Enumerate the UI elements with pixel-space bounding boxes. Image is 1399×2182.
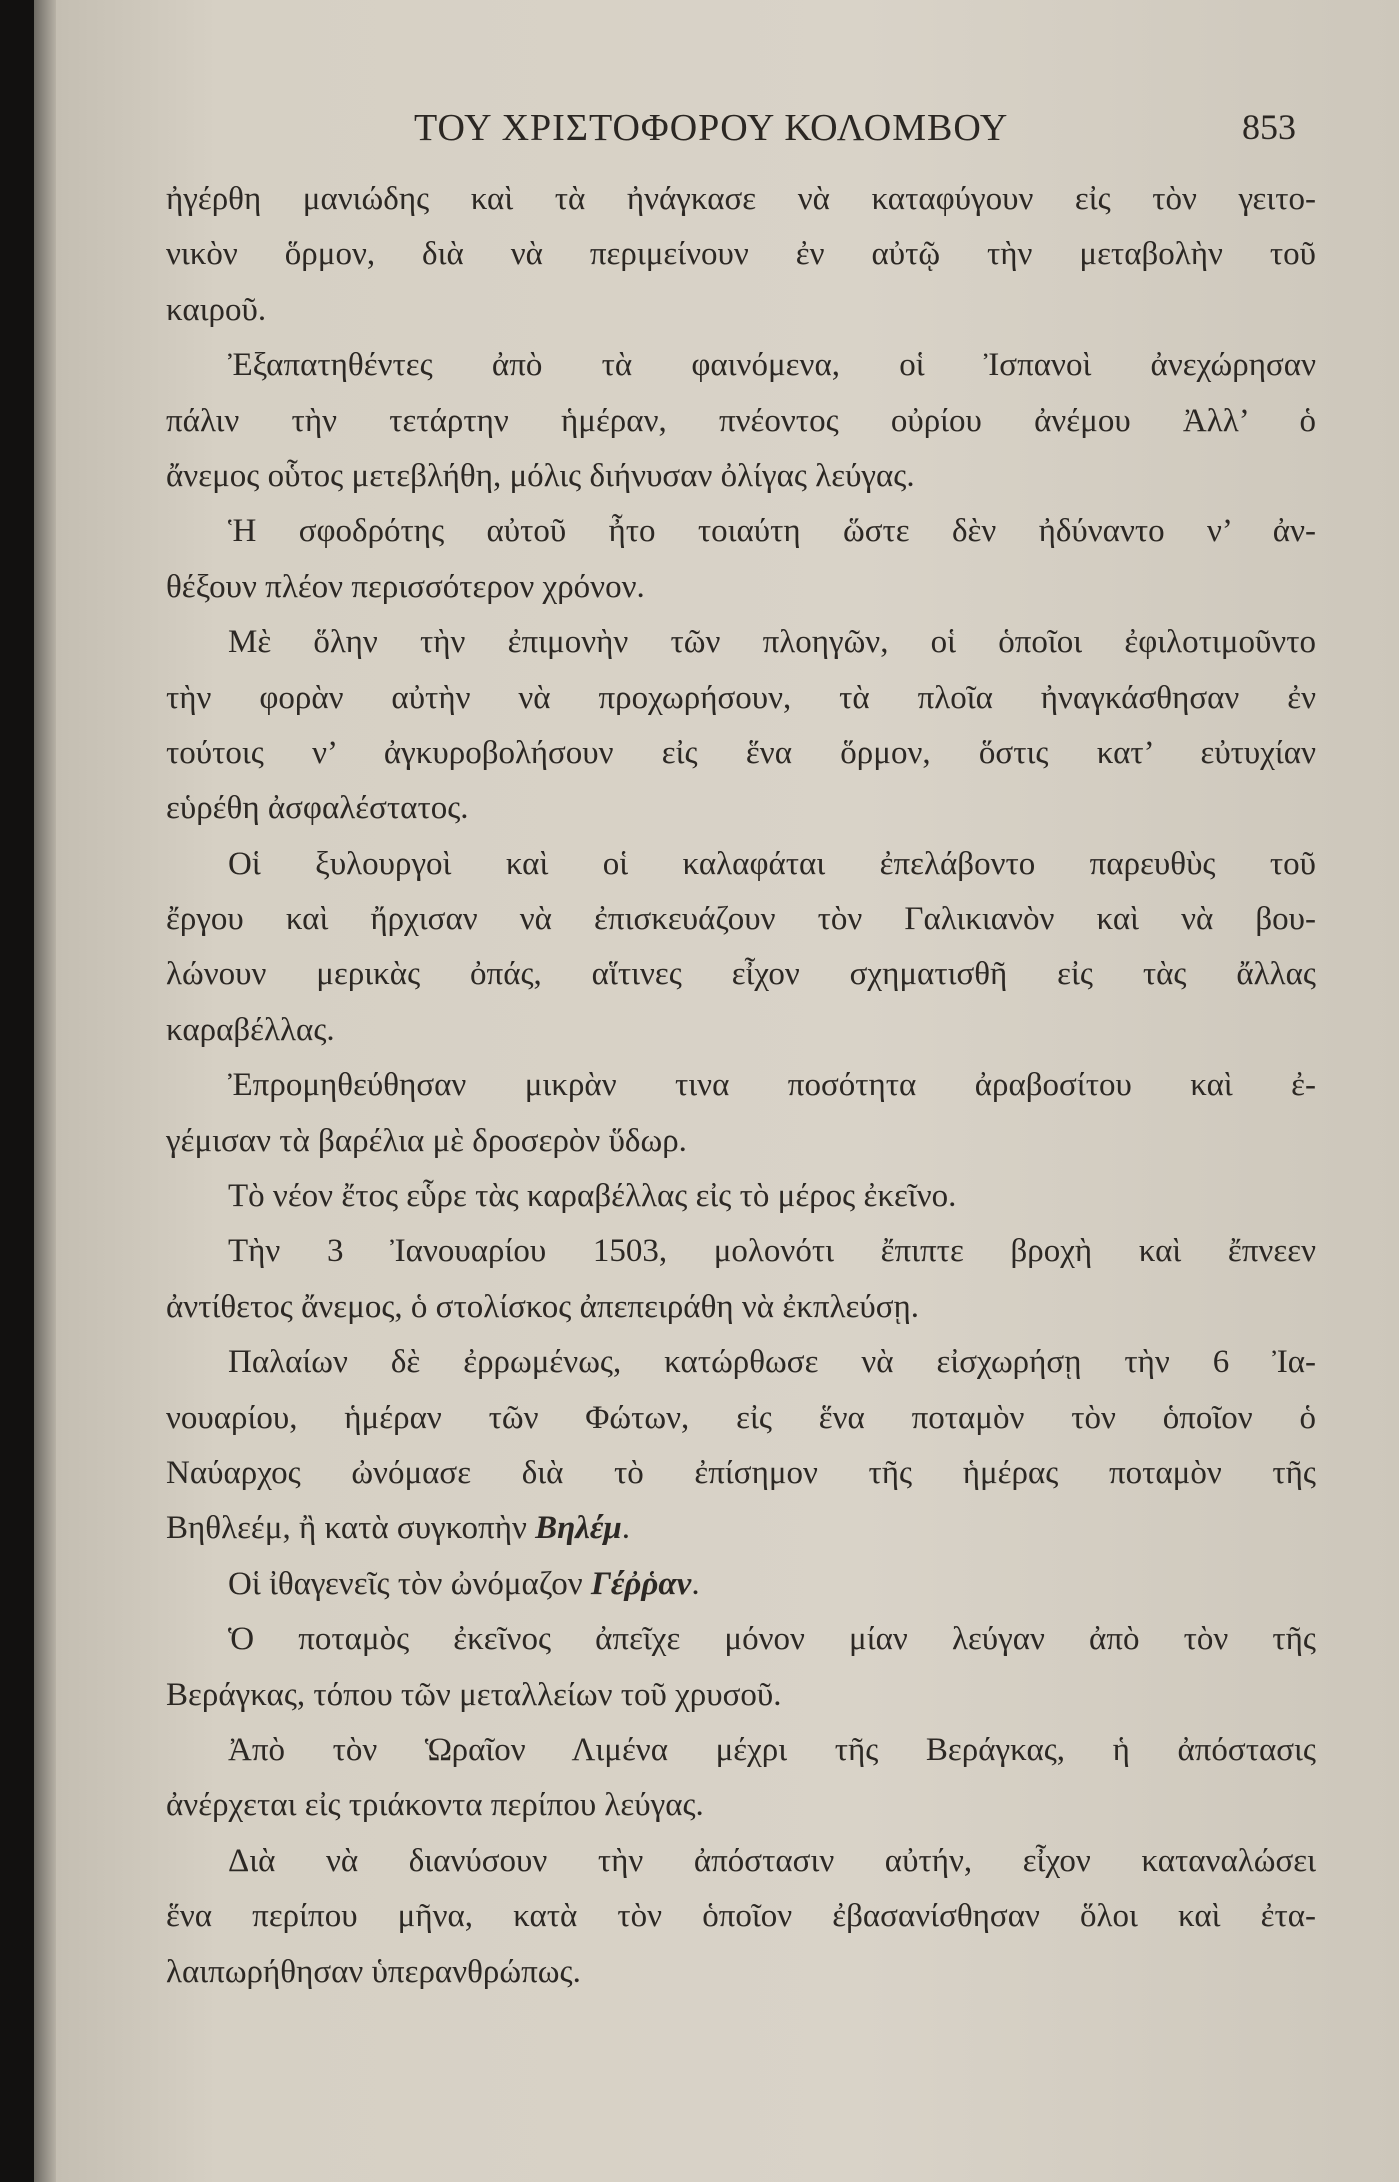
text-line [166, 560, 1316, 615]
text-line-content: Ὁ ποταμὸς ἐκεῖνος ἀπεῖχε μόνον μίαν λεύγαν ἀπὸ τὸν τῆς [228, 1621, 1316, 1658]
text-line-content: καραβέλλας. [166, 1011, 335, 1048]
text-line-content: Ἀπὸ τὸν Ὡραῖον Λιμένα μέχρι τῆς Βεράγκας, ἡ ἀπόστασις [228, 1731, 1316, 1768]
text-line [166, 726, 1316, 781]
text-line [166, 1612, 1316, 1667]
text-line-content: ἔργου καὶ ἤρχισαν νὰ ἐπισκευάζουν τὸν Γαλικιανὸν καὶ νὰ βου- [166, 901, 1316, 938]
text-line-content: Τὸ νέον ἔτος εὗρε τὰς καραβέλλας εἰς τὸ μέρος ἐκεῖνο. [228, 1178, 957, 1215]
text-line-content: Ναύαρχος ὠνόμασε διὰ τὸ ἐπίσημον τῆς ἡμέρας ποταμὸν τῆς [166, 1454, 1316, 1491]
text-line-content: ἕνα περίπου μῆνα, κατὰ τὸν ὁποῖον ἐβασανίσθησαν ὅλοι καὶ ἐτα- [166, 1898, 1316, 1935]
text-line-content: Παλαίων δὲ ἐρρωμένως, κατώρθωσε νὰ εἰσχωρήσῃ τὴν 6 Ἰα- [228, 1344, 1316, 1381]
text-line-content: Οἱ ξυλουργοὶ καὶ οἱ καλαφάται ἐπελάβοντο παρευθὺς τοῦ [228, 845, 1316, 882]
text-line-content: Διὰ νὰ διανύσουν τὴν ἀπόστασιν αὐτήν, εἶχον καταναλώσει [228, 1842, 1316, 1879]
text-line [166, 283, 1316, 338]
text-line [166, 1834, 1316, 1889]
trailing-punctuation: . [691, 1565, 700, 1602]
text-line-content: νικὸν ὅρμον, διὰ νὰ περιμείνουν ἐν αὐτῷ τὴν μεταβολὴν τοῦ [166, 236, 1316, 273]
text-line-content: τούτοις ν’ ἀγκυροβολήσουν εἰς ἕνα ὅρμον, ὅστις κατ’ εὐτυχίαν [166, 734, 1316, 771]
book-page [56, 0, 1399, 2182]
text-line [166, 615, 1316, 670]
text-line [166, 1391, 1316, 1446]
text-line-content: Βηθλεέμ, ἢ κατὰ συγκοπὴν [166, 1510, 527, 1547]
text-line [166, 1335, 1316, 1390]
text-line-content: εὑρέθη ἀσφαλέστατος. [166, 790, 469, 827]
text-line [166, 1003, 1316, 1058]
text-line-content: Ἐξαπατηθέντες ἀπὸ τὰ φαινόμενα, οἱ Ἰσπανοὶ ἀνεχώρησαν [228, 347, 1316, 384]
text-line-content: Τὴν 3 Ἰανουαρίου 1503, μολονότι ἔπιπτε βροχὴ καὶ ἔπνεεν [228, 1233, 1316, 1270]
text-line-content: ἠγέρθη μανιώδης καὶ τὰ ἠνάγκασε νὰ καταφύγουν εἰς τὸν γειτο- [166, 181, 1316, 217]
text-line [166, 1945, 1316, 2000]
text-line [166, 837, 1316, 892]
text-line-content: ἀντίθετος ἄνεμος, ὁ στολίσκος ἀπεπειράθη νὰ ἐκπλεύσῃ. [166, 1288, 919, 1325]
page-number: 853 [1242, 107, 1296, 147]
text-line-content: ἄνεμος οὗτος μετεβλήθη, μόλις διήνυσαν ὀλίγας λεύγας. [166, 457, 915, 494]
text-line [166, 338, 1316, 393]
text-line [166, 947, 1316, 1002]
page-body-text [166, 172, 1316, 2000]
text-line [166, 1114, 1316, 1169]
book-binding-shadow [0, 0, 34, 2182]
text-line-content: ἀνέρχεται εἰς τριάκοντα περίπου λεύγας. [166, 1787, 704, 1824]
text-line-content: Οἱ ἰθαγενεῖς τὸν ὠνόμαζον [228, 1565, 583, 1602]
text-line [166, 1889, 1316, 1944]
text-line [166, 172, 1316, 227]
text-line [166, 781, 1316, 836]
emphasized-word: Βηλέμ [535, 1510, 622, 1547]
text-line-content: λαιπωρήθησαν ὑπερανθρώπως. [166, 1953, 581, 1990]
text-line-content: Μὲ ὅλην τὴν ἐπιμονὴν τῶν πλοηγῶν, οἱ ὁποῖοι ἐφιλοτιμοῦντο [228, 624, 1316, 661]
text-line-content: νουαρίου, ἡμέραν τῶν Φώτων, εἰς ἕνα ποταμὸν τὸν ὁποῖον ὁ [166, 1399, 1316, 1436]
text-line-content: Βεράγκας, τόπου τῶν μεταλλείων τοῦ χρυσοῦ. [166, 1676, 782, 1713]
trailing-punctuation: . [621, 1510, 631, 1547]
text-line [166, 1723, 1316, 1778]
text-line [166, 227, 1316, 282]
text-line [166, 1169, 1316, 1224]
text-line [166, 671, 1316, 726]
text-line [166, 1058, 1316, 1113]
text-line [166, 449, 1316, 504]
text-line [166, 504, 1316, 559]
text-line-content: Ἡ σφοδρότης αὐτοῦ ἦτο τοιαύτη ὥστε δὲν ἠδύναντο ν’ ἀν- [228, 513, 1316, 550]
text-line [166, 892, 1316, 947]
text-line-content: τὴν φορὰν αὐτὴν νὰ προχωρήσουν, τὰ πλοῖα ἠναγκάσθησαν ἐν [166, 679, 1316, 716]
text-line [166, 1280, 1316, 1335]
text-line-content: πάλιν τὴν τετάρτην ἡμέραν, πνέοντος οὐρίου ἀνέμου Ἀλλ’ ὁ [166, 402, 1316, 439]
text-line [166, 1557, 1316, 1612]
page-gutter [34, 0, 56, 2182]
text-line [166, 394, 1316, 449]
running-title: ΤΟΥ ΧΡΙΣΤΟΦΟΡΟΥ ΚΟΛΟΜΒΟΥ [414, 107, 1009, 149]
emphasized-word: Γέῤῥαν [590, 1565, 692, 1602]
text-line [166, 1501, 1316, 1556]
text-line-content: Ἐπρομηθεύθησαν μικρὰν τινα ποσότητα ἀραβοσίτου καὶ ἐ- [228, 1067, 1316, 1104]
text-line-content: θέξουν πλέον περισσότερον χρόνον. [166, 568, 645, 605]
text-line [166, 1668, 1316, 1723]
text-line-content: γέμισαν τὰ βαρέλια μὲ δροσερὸν ὕδωρ. [166, 1122, 687, 1159]
text-line [166, 1446, 1316, 1501]
text-line-content: λώνουν μερικὰς ὀπάς, αἵτινες εἶχον σχηματισθῆ εἰς τὰς ἄλλας [166, 956, 1316, 993]
text-line [166, 1224, 1316, 1279]
text-line-content: καιροῦ. [166, 291, 267, 328]
text-line [166, 1778, 1316, 1833]
running-header [176, 100, 1296, 160]
